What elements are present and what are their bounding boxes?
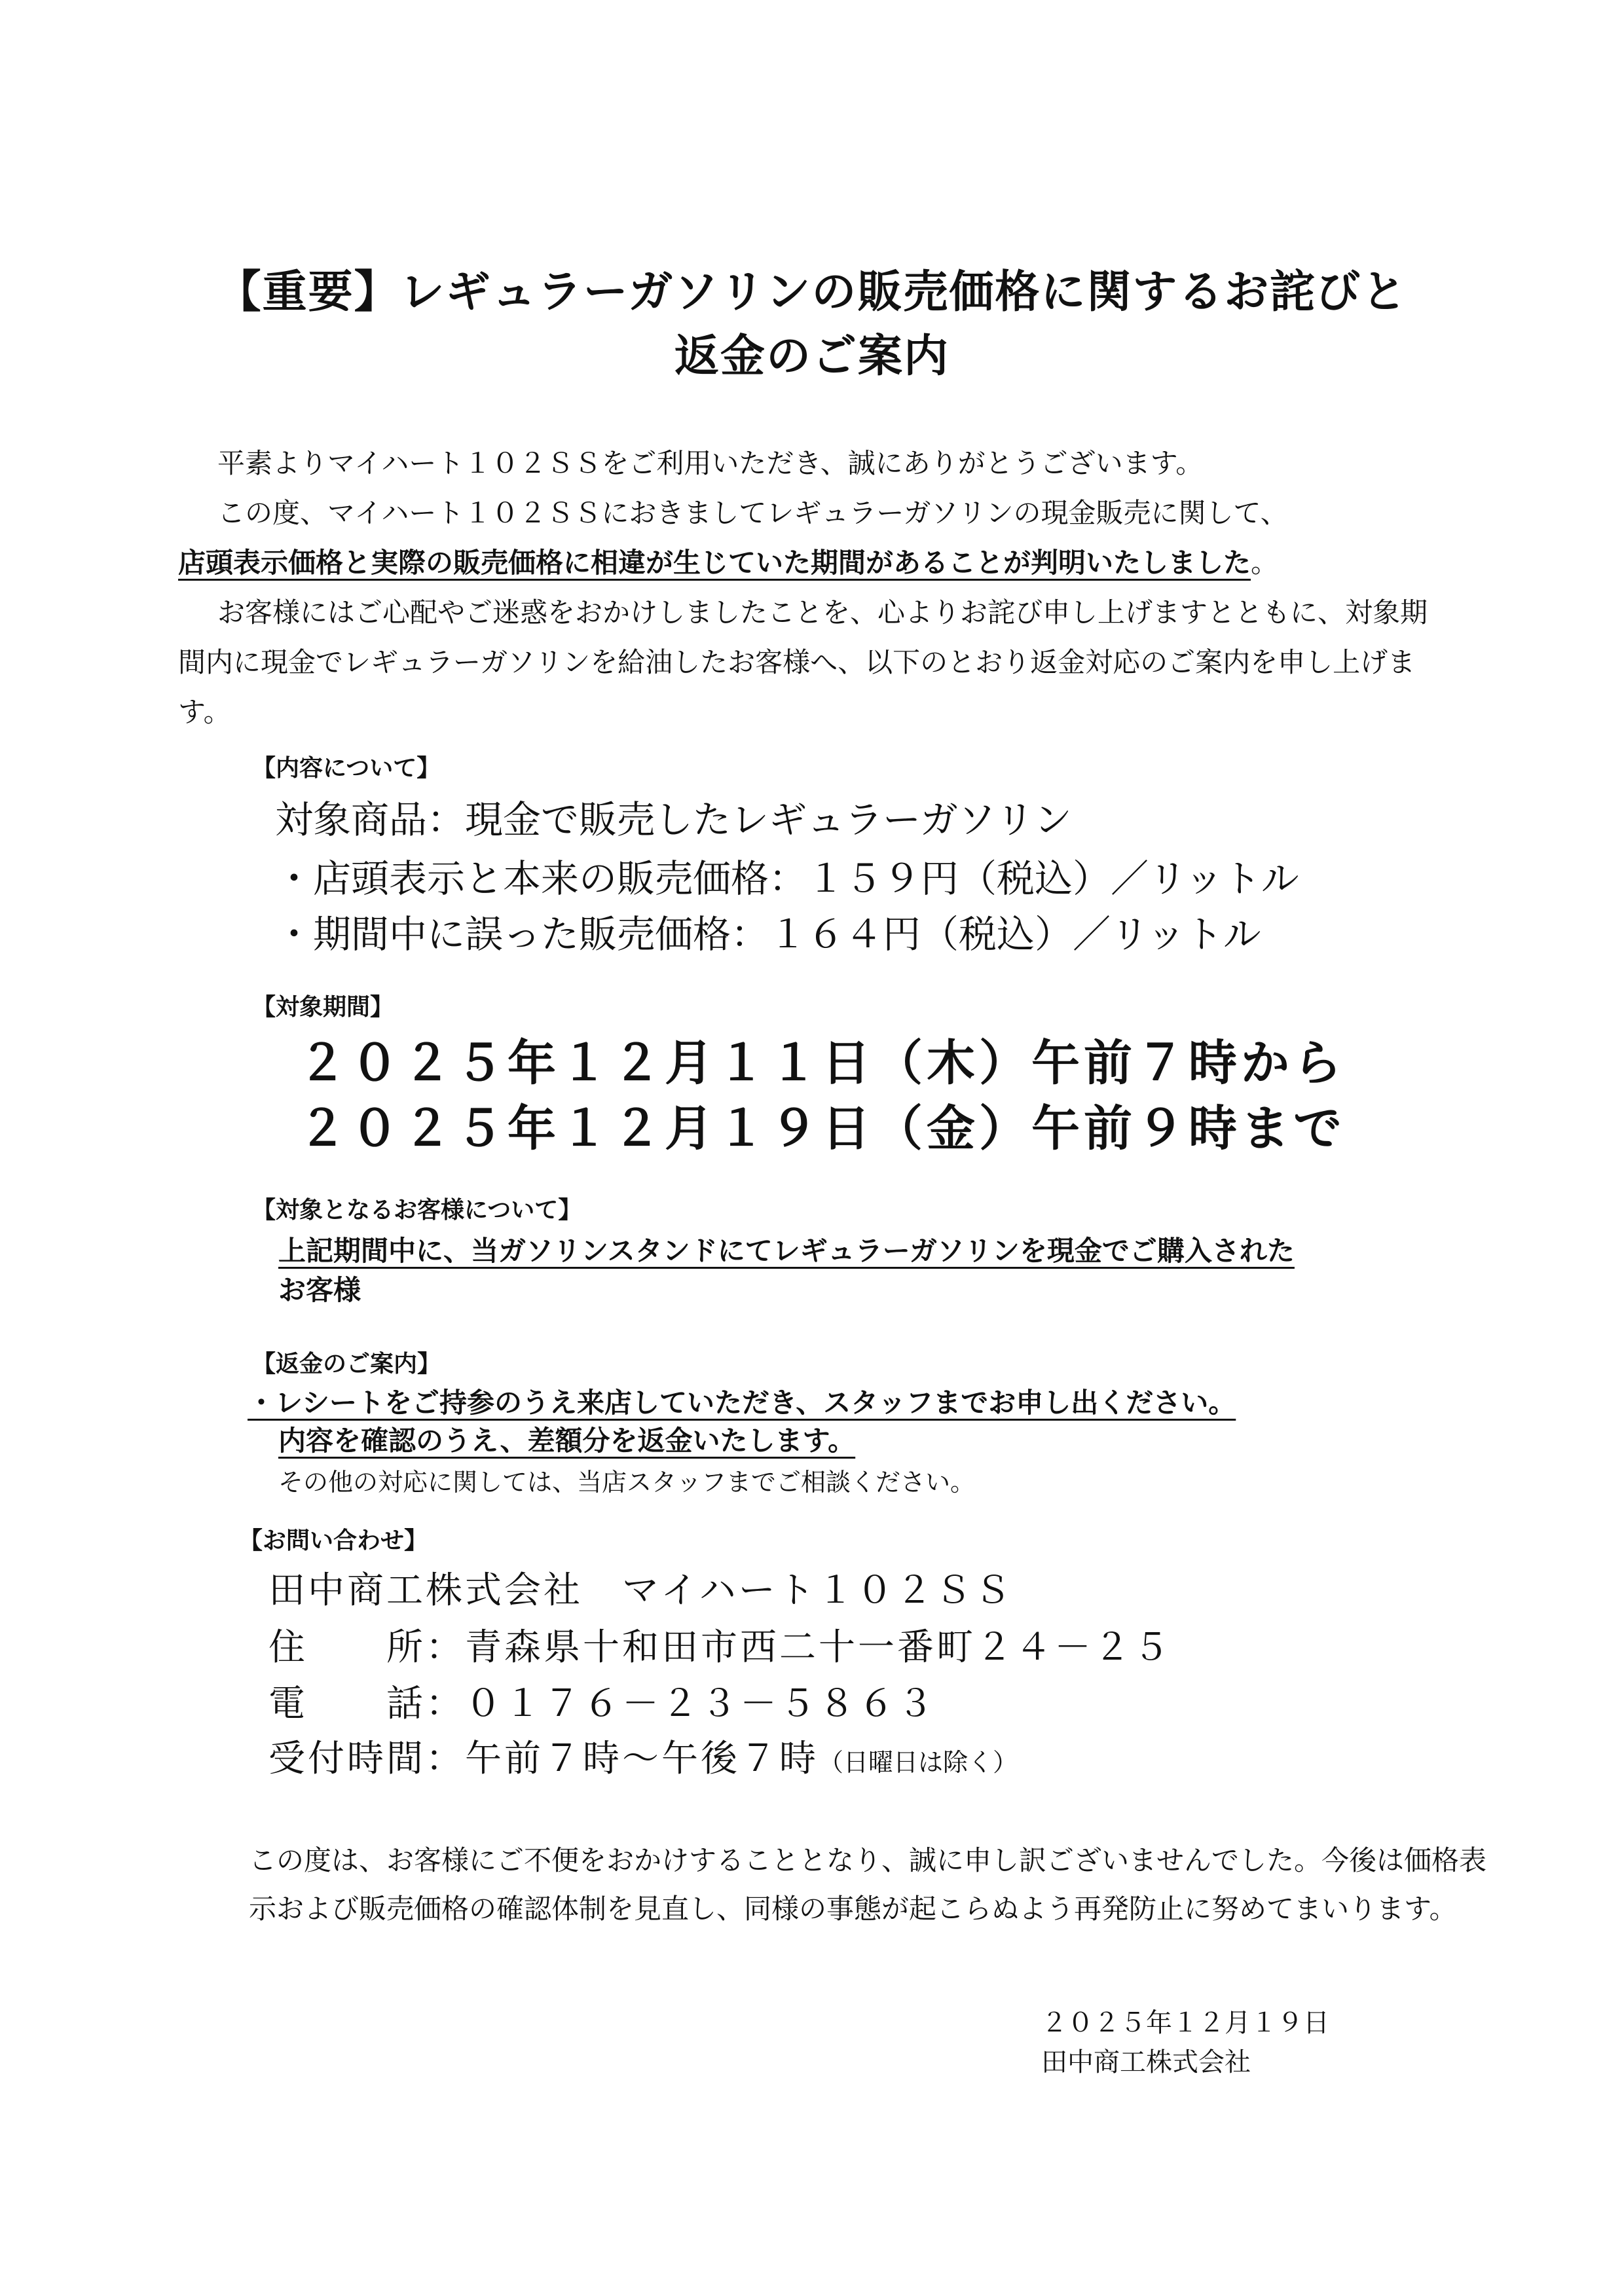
refund-line-2: 内容を確認のうえ、差額分を返金いたします。 bbox=[278, 1425, 856, 1457]
content-wrong-price: ・期間中に誤った販売価格：１６４円（税込）／リットル bbox=[275, 912, 1261, 957]
contact-hours-note: （日曜日は除く） bbox=[819, 1748, 1018, 1777]
intro-paragraph-3: お客様にはご心配やご迷惑をおかけしましたことを、心よりお詫び申し上げますとともに、対象期間内に現金でレギュラーガソリンを給油したお客様へ、以下のとおり返金対応のご案内を申し上げます。 bbox=[178, 596, 1428, 728]
intro-paragraph-2: この度、マイハート１０２ＳＳにおきましてレギュラーガソリンの現金販売に関して、 bbox=[217, 497, 1288, 529]
customers-line-2: お客様 bbox=[278, 1274, 361, 1306]
intro-emphasis-end: 。 bbox=[1251, 547, 1279, 579]
title-line-2: 返金のご案内 bbox=[674, 331, 950, 382]
contact-company: 田中商工株式会社 マイハート１０２ＳＳ bbox=[268, 1569, 1014, 1612]
content-heading: 【内容について】 bbox=[252, 755, 441, 782]
contact-hours: 受付時間：午前７時～午後７時 bbox=[268, 1738, 819, 1780]
intro-paragraph-2-emphasis-line bbox=[178, 538, 1449, 588]
intro-paragraph-1: 平素よりマイハート１０２ＳＳをご利用いただき、誠にありがとうございます。 bbox=[217, 447, 1204, 479]
intro-emphasis: 店頭表示価格と実際の販売価格に相違が生じていた期間があることが判明いたしました bbox=[178, 547, 1251, 579]
refund-line-1: ・レシートをご持参のうえ来店していただき、スタッフまでお申し出ください。 bbox=[248, 1387, 1236, 1419]
contact-address: 住 所：青森県十和田市西二十一番町２４－２５ bbox=[268, 1626, 1172, 1669]
title-line-1: 【重要】レギュラーガソリンの販売価格に関するお詫びと bbox=[216, 266, 1408, 318]
customers-heading: 【対象となるお客様について】 bbox=[252, 1197, 582, 1224]
refund-line-3: その他の対応に関しては、当店スタッフまでご相談ください。 bbox=[278, 1468, 976, 1497]
contact-hours-line bbox=[268, 1730, 1018, 1782]
customers-line-1: 上記期間中に、当ガソリンスタンドにてレギュラーガソリンを現金でご購入された bbox=[278, 1235, 1295, 1267]
signature-date: ２０２５年１２月１９日 bbox=[1041, 2008, 1329, 2038]
contact-heading: 【お問い合わせ】 bbox=[239, 1527, 428, 1554]
period-heading: 【対象期間】 bbox=[252, 994, 394, 1021]
closing-text: この度は、お客様にご不便をおかけすることとなり、誠に申し訳ございませんでした。今後は価格表示および販売価格の確認体制を見直し、同様の事態が起こらぬよう再発防止に努めてまいります。 bbox=[249, 1844, 1487, 1925]
period-to: ２０２５年１２月１９日（金）午前９時まで bbox=[298, 1101, 1346, 1157]
closing-paragraph bbox=[249, 1836, 1493, 1933]
refund-heading: 【返金のご案内】 bbox=[252, 1351, 441, 1377]
intro-section bbox=[178, 439, 1449, 737]
signature-company: 田中商工株式会社 bbox=[1041, 2047, 1251, 2077]
period-from: ２０２５年１２月１１日（木）午前７時から bbox=[298, 1035, 1346, 1091]
content-product: 対象商品：現金で販売したレギュラーガソリン bbox=[275, 797, 1072, 842]
contact-phone: 電 話：０１７６－２３－５８６３ bbox=[268, 1683, 936, 1725]
content-correct-price: ・店頭表示と本来の販売価格：１５９円（税込）／リットル bbox=[275, 856, 1299, 901]
